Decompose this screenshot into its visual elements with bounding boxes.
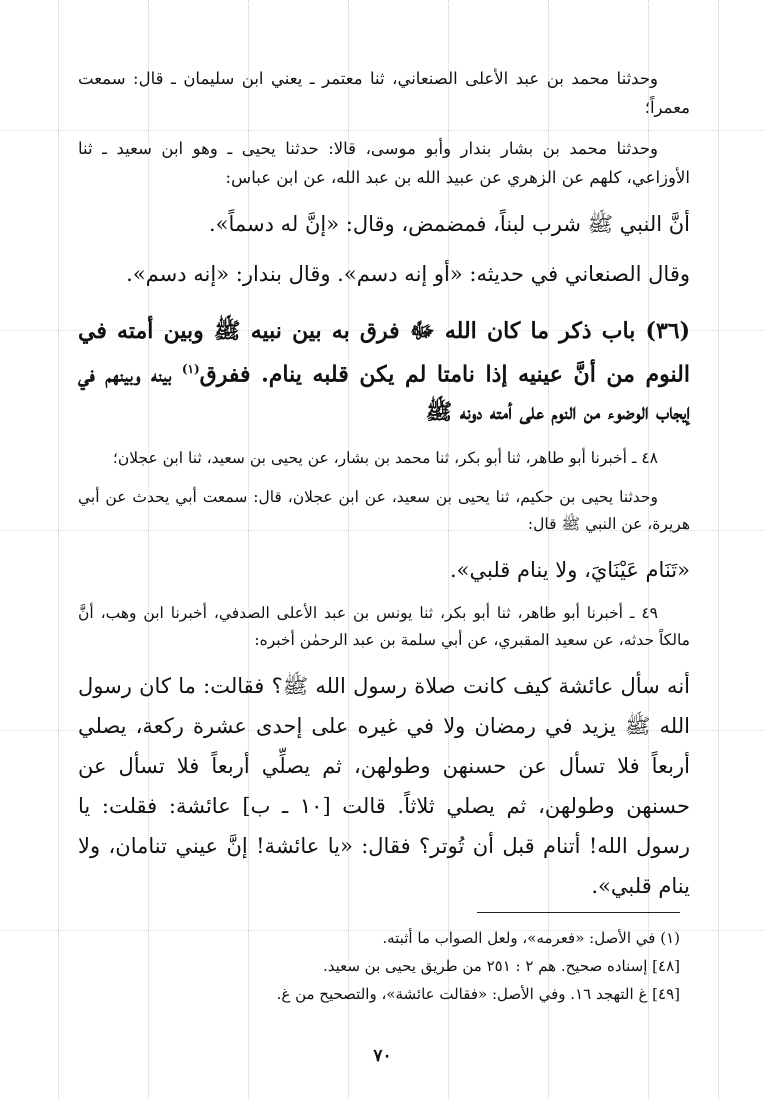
- page-number: ٧٠: [373, 1046, 392, 1066]
- chapter-heading-text-continued: بينه وبينهم في إيجاب الوضوء من النوم على أمته دونه ﷺ: [78, 361, 690, 426]
- chapter-heading: [78, 312, 690, 431]
- footnote-48: [٤٨] إسناده صحيح. هم ٢ : ٢٥١ من طريق يحيى بن سعيد.: [322, 957, 680, 975]
- grid-line: [58, 0, 59, 1100]
- page-body: [78, 64, 690, 920]
- footnote-marker: (١): [181, 362, 200, 376]
- footnotes: [90, 924, 680, 1008]
- hadith-text-milk: أنَّ النبي ﷺ شرب لبناً، فمضمض، وقال: «إنَّ له دسماً».: [208, 212, 690, 236]
- hadith-48-sanad-2: وحدثنا يحيى بن حكيم، ثنا يحيى بن سعيد، عن ابن عجلان، قال: سمعت أبي يحدث عن أبي هريرة، عن النبي ﷺ قال:: [78, 488, 690, 534]
- hadith-48-text: «تَنَام عَيْنَايَ، ولا ينام قلبي».: [449, 558, 690, 583]
- paragraph-sanad-2: وحدثنا محمد بن بشار بندار وأبو موسى، قالا: حدثنا يحيى ـ وهو ابن سعيد ـ ثنا الأوزاعي، كلهم عن الزهري عن عبيد الله بن عبد الله، عن ابن عباس:: [78, 139, 690, 187]
- hadith-49-sanad: ٤٩ ـ أخبرنا أبو طاهر، ثنا أبو بكر، ثنا يونس بن عبد الأعلى الصدفي، أخبرنا ابن وهب، أنَّ مالكاً حدثه، عن سعيد المقبري، عن أبي سلمة بن عبد الرحمٰن أخبره:: [78, 604, 690, 650]
- hadith-49-text: أنه سأل عائشة كيف كانت صلاة رسول الله ﷺ؟ فقالت: ما كان رسول الله ﷺ يزيد في رمضان ولا في غيره على إحدى عشرة ركعة، يصلي أربعاً فلا تسأل عن حسنهن وطولهن، ثم يصلِّي أربعاً فلا تسأل عن حسنهن وطولهن، ثم يصلي ثلاثاً. قالت [١٠ ـ ب] عائشة: فقلت: يا رسول الله! أتنام قبل أن تُوتر؟ فقال: «يا عائشة! إنَّ عيني تنامان، ولا ينام قلبي».: [78, 674, 691, 899]
- paragraph-sanani-note: وقال الصنعاني في حديثه: «أو إنه دسم». وقال بندار: «إنه دسم».: [126, 262, 690, 286]
- footnote-divider: [477, 912, 680, 913]
- grid-line: [718, 0, 719, 1100]
- footnote-1: (١) في الأصل: «فعرمه»، ولعل الصواب ما أثبته.: [382, 929, 680, 947]
- paragraph-sanad-1: وحدثنا محمد بن عبد الأعلى الصنعاني، ثنا معتمر ـ يعني ابن سليمان ـ قال: سمعت معمراً؛: [78, 69, 690, 117]
- chapter-heading-text: (٣٦) باب ذكر ما كان الله ﷻ فرق به بين نبيه ﷺ وبين أمته في النوم من أنَّ عينيه إذا نامتا لم يكن قلبه ينام. ففرق: [78, 318, 690, 388]
- footnote-49: [٤٩] غ التهجد ١٦. وفي الأصل: «فقالت عائشة»، والتصحيح من غ.: [276, 985, 680, 1003]
- hadith-48-sanad: ٤٨ ـ أخبرنا أبو طاهر، ثنا أبو بكر، ثنا محمد بن بشار، عن يحيى بن سعيد، ثنا ابن عجلان؛: [112, 449, 658, 468]
